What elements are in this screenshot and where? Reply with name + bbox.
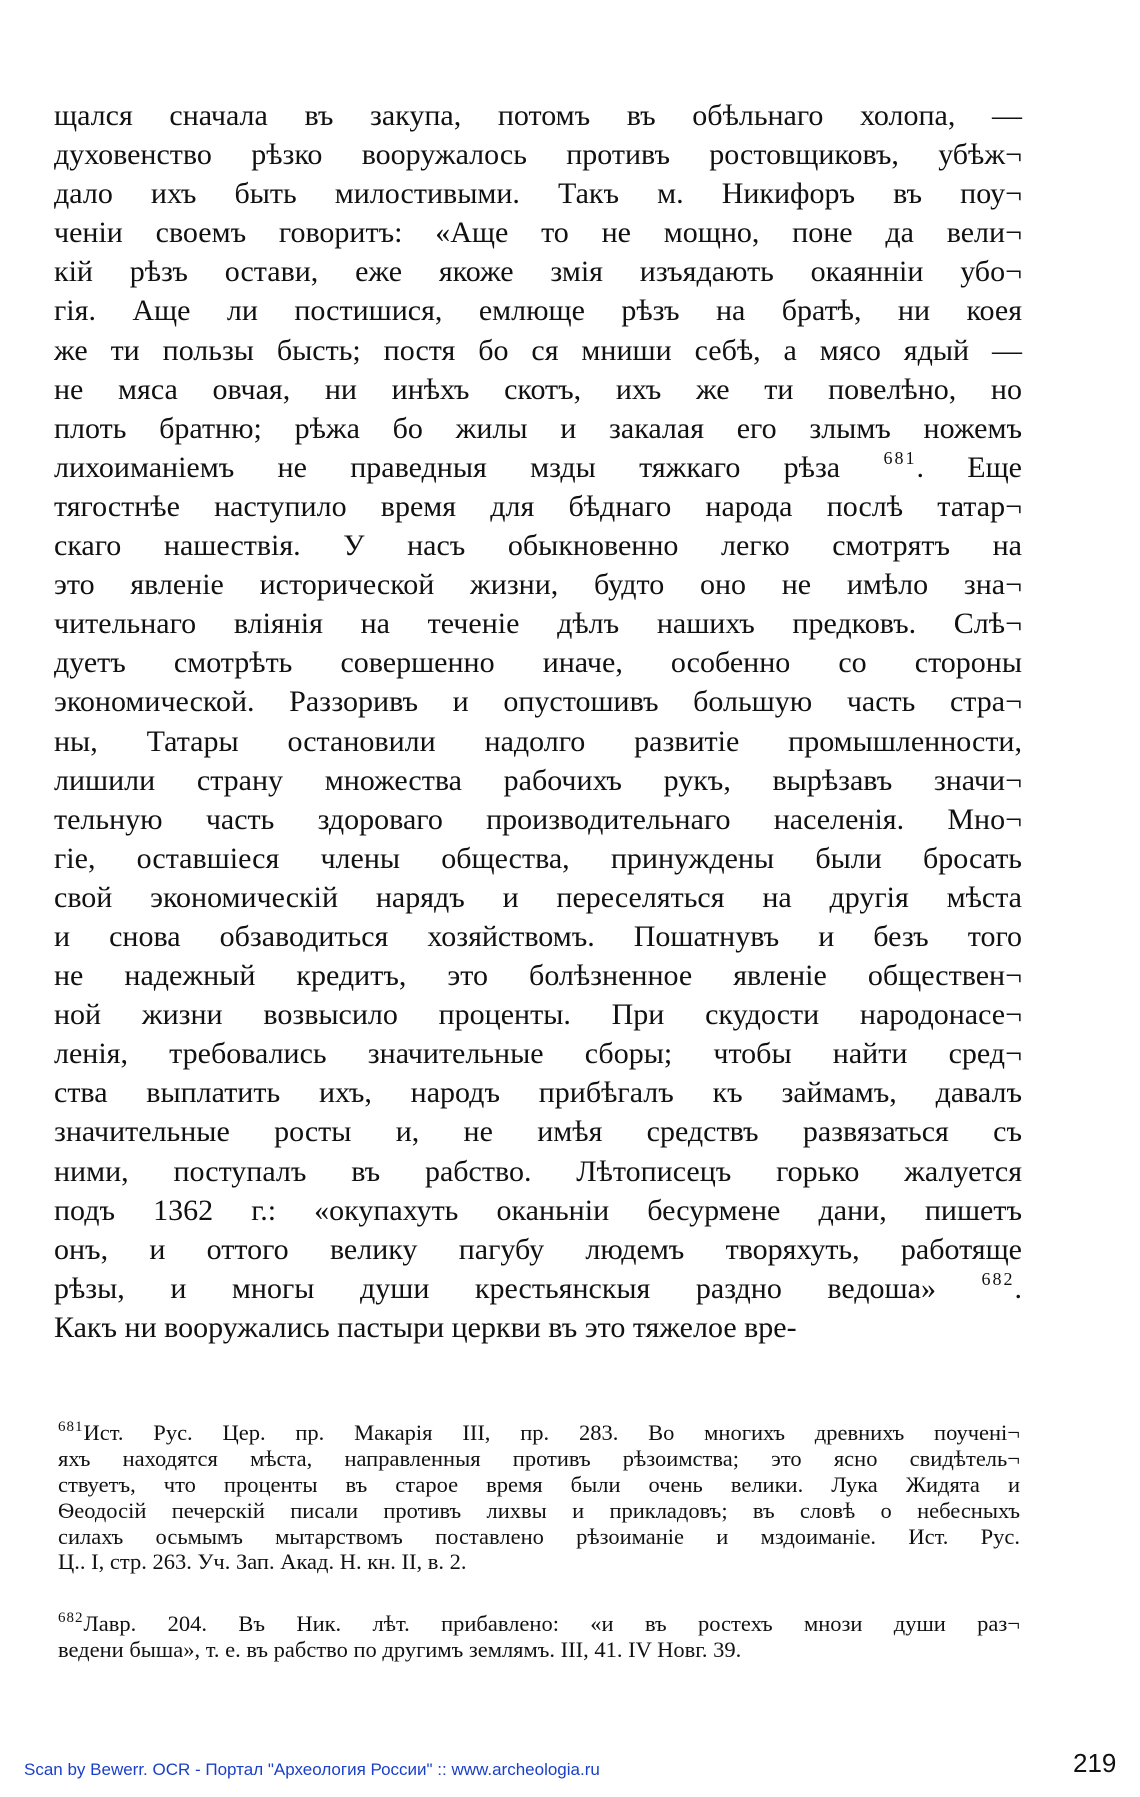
text-line-30: онъ, и оттого велику пагубу людемъ творяхуть, работяще [54, 1232, 1022, 1266]
text-line-31-tail: . [1014, 1271, 1023, 1305]
text-line-2: духовенство рѣзко вооружалось противъ ростовщиковъ, убѣж¬ [54, 138, 1022, 172]
text-line-8: не мяса овчая, ни инѣхъ скотъ, ихъ же ти повелѣно, но [54, 372, 1022, 406]
scan-source-link[interactable]: Scan by Bewerr. OCR - Портал "Археология России" :: www.archeologia.ru [24, 1760, 600, 1779]
text-line-20: гіе, оставшіеся члены общества, принуждены были бросать [54, 841, 1022, 875]
footnote-682 [58, 1611, 1020, 1663]
text-line-3: дало ихъ быть милостивыми. Такъ м. Никифоръ въ поу¬ [54, 177, 1022, 211]
text-line-11: тягостнѣе наступило время для бѣднаго народа послѣ татар¬ [54, 489, 1022, 523]
footnote-681-line-4: Ѳеодосій печерскій писали противъ лихвы и прикладовъ; въ словѣ о небесныхъ [58, 1497, 1020, 1523]
text-line-13: это явленіе исторической жизни, будто оно не имѣло зна¬ [54, 568, 1022, 602]
page-number: 219 [1073, 1748, 1117, 1778]
footnote-ref-681[interactable]: 681 [883, 447, 917, 468]
text-line-22: и снова обзаводиться хозяйствомъ. Пошатнувъ и безъ того [54, 919, 1022, 953]
text-line-6: гія. Аще ли постишися, емлюще рѣзъ на братѣ, ни коея [54, 294, 1022, 328]
text-line-12: скаго нашествія. У насъ обыкновенно легко смотрятъ на [54, 529, 1022, 563]
text-line-27: значительные росты и, не имѣя средствъ развязаться съ [54, 1115, 1022, 1149]
text-line-10 [54, 448, 1022, 487]
text-line-16: экономической. Раззоривъ и опустошивъ большую часть стра¬ [54, 685, 1022, 719]
text-line-23: не надежный кредитъ, это болѣзненное явленіе обществен¬ [54, 959, 1022, 993]
footnote-681-line-6: Ц.. I, стр. 263. Уч. Зап. Акад. Н. кн. II, в. 2. [58, 1549, 467, 1575]
text-line-9: плоть братню; рѣжа бо жилы и закалая его злымъ ножемъ [54, 411, 1022, 445]
text-line-18: лишили страну множества рабочихъ рукъ, вырѣзавъ значи¬ [54, 763, 1022, 797]
text-line-28: ними, поступалъ въ рабство. Лѣтописецъ горько жалуется [54, 1154, 1022, 1188]
text-line-29: подъ 1362 г.: «окупахуть оканьніи бесурмене дани, пишетъ [54, 1193, 1022, 1227]
text-line-4: ченіи своемъ говоритъ: «Аще то не мощно, поне да вели¬ [54, 216, 1022, 250]
text-line-10-body: лихоиманіемъ не праведныя мзды тяжкаго рѣза [54, 450, 841, 484]
text-line-10-tail: . Еще [916, 450, 1022, 484]
text-line-17: ны, Татары остановили надолго развитіе промышленности, [54, 724, 1022, 758]
text-line-26: ства выплатить ихъ, народъ прибѣгалъ къ займамъ, давалъ [54, 1076, 1022, 1110]
text-line-7: же ти пользы бысть; постя бо ся мниши себѣ, а мясо ядый — [54, 333, 1022, 367]
main-text-block [54, 96, 1022, 1347]
footnote-682-line-2: ведени быша», т. е. въ рабство по другимъ землямъ. III, 41. IV Новг. 39. [58, 1636, 742, 1662]
text-line-31-body: рѣзы, и многы души крестьянскыя раздно ведоша» [54, 1271, 936, 1305]
text-line-25: ленія, требовались значительные сборы; чтобы найти сред¬ [54, 1037, 1022, 1071]
text-line-14: чительнаго вліянія на теченіе дѣлъ нашихъ предковъ. Слѣ¬ [54, 607, 1022, 641]
footnote-682-line-1: $^{682}$Лавр. 204. Въ Ник. лѣт. прибавлено: «и въ ростехъ мнози души раз¬ [58, 1609, 1020, 1636]
text-line-19: тельную часть здороваго производительнаго населенія. Мно¬ [54, 802, 1022, 836]
footnote-681-line-2: яхъ находятся мѣста, направленныя противъ рѣзоимства; это ясно свидѣтель¬ [58, 1445, 1020, 1471]
text-line-5: кій рѣзъ остави, еже якоже змія изъядають окаянніи убо¬ [54, 255, 1022, 289]
text-line-32: Какъ ни вооружались пастыри церкви въ это тяжелое вре- [54, 1310, 797, 1344]
footnote-ref-682[interactable]: 682 [981, 1268, 1015, 1289]
footnote-681-line-3: ствуетъ, что проценты въ старое время были очень велики. Лука Жидята и [58, 1471, 1020, 1497]
text-line-21: свой экономическій нарядъ и переселяться на другія мѣста [54, 880, 1022, 914]
footnote-681-marker: 681 [58, 1418, 84, 1435]
footnote-681 [58, 1420, 1020, 1575]
text-line-24: ной жизни возвысило проценты. При скудости народонасе¬ [54, 998, 1022, 1032]
text-line-31 [54, 1269, 1022, 1308]
footnote-682-marker: 682 [58, 1609, 84, 1626]
footnote-681-line-5: силахъ осьмымъ мытарствомъ поставлено рѣзоиманіе и мздоиманіе. Ист. Рус. [58, 1523, 1020, 1549]
text-line-1: щался сначала въ закупа, потомъ въ обѣльнаго холопа, — [54, 99, 1022, 132]
footnote-681-line-1: $^{681}$Ист. Рус. Цер. пр. Макарія III, пр. 283. Во многихъ древнихъ поученi¬ [58, 1418, 1020, 1445]
text-line-15: дуетъ смотрѣть совершенно иначе, особенно со стороны [54, 646, 1022, 680]
